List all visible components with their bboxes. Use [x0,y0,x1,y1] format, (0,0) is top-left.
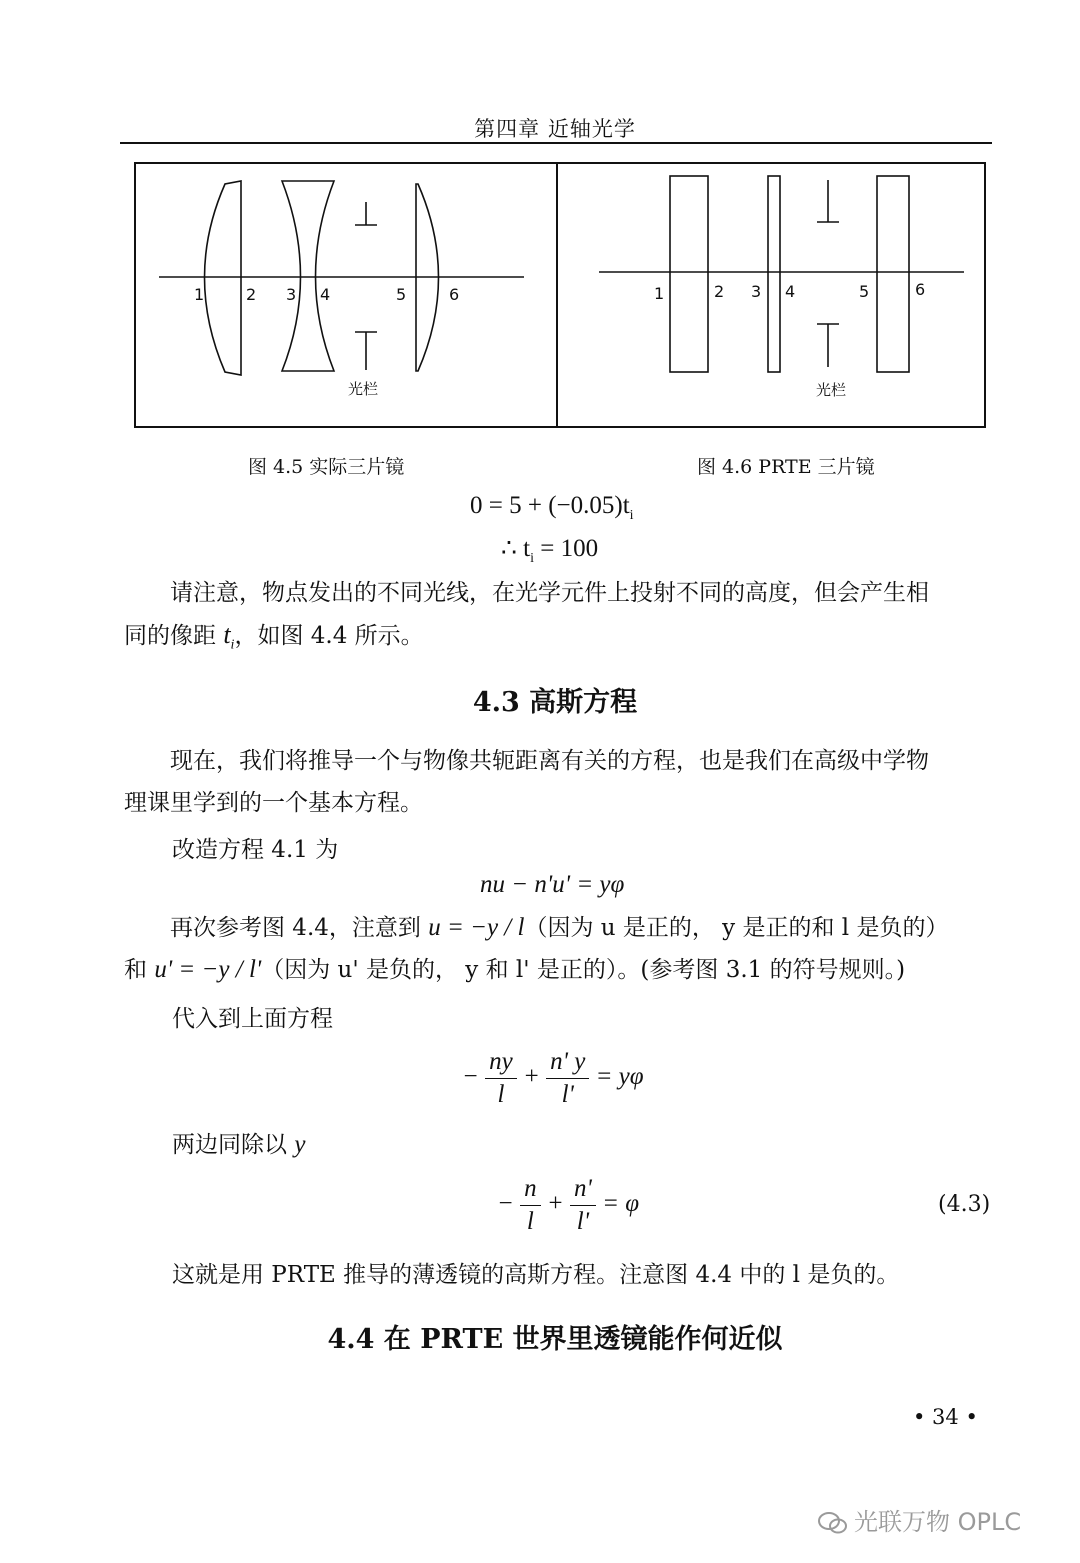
equation-1: $0 = 5 + (-0.05)t_i$ [470,492,634,523]
paragraph-5: 代入到上面方程 [172,1006,333,1032]
right-label-5: 5 [859,282,870,301]
equation-number: (4.3) [938,1192,991,1217]
section-heading-4-4: 4.4 在 PRTE 世界里透镜能作何近似 [327,1324,783,1355]
left-label-4: 4 [320,285,331,304]
left-label-5: 5 [396,285,407,304]
left-label-2: 2 [246,285,257,304]
equation-4: − $\frac{ny}{l}$ + $\frac{n' y}{l'}$ = yφ [462,1048,644,1108]
page-number: • 34 • [913,1405,978,1429]
left-label-6: 6 [449,285,460,304]
figure-caption-4-5: 图 4.5 实际三片镜 [248,456,405,478]
equation-2: ∴ $t_i = 100$ [501,535,599,566]
paragraph-1: 请注意，物点发出的不同光线，在光学元件上投射不同的高度，但会产生相 同的像距 $t_i$，如图 4.4 所示。 [124,580,929,653]
equation-5: − $\frac{n}{l}$ + $\frac{n'}{l'}$ = φ [497,1175,640,1235]
prte-element-2 [768,176,780,372]
paragraph-7: 这就是用 PRTE 推导的薄透镜的高斯方程。注意图 4.4 中的 l 是负的。 [172,1262,900,1288]
left-label-3: 3 [286,285,297,304]
right-stop-label: 光栏 [816,381,847,399]
right-label-4: 4 [785,282,796,301]
left-label-1: 1 [194,285,205,304]
real-triplet-diagram [159,181,524,375]
section-heading-4-3: 4.3 高斯方程 [472,687,638,718]
right-label-6: 6 [915,280,926,299]
equation-3: nu − n'u' = yφ [480,871,625,898]
right-label-2: 2 [714,282,725,301]
right-label-1: 1 [654,284,665,303]
running-header: 第四章 近轴光学 [474,117,636,141]
prte-triplet-diagram [599,176,964,372]
paragraph-3: 改造方程 4.1 为 [172,837,339,863]
wechat-icon [818,1512,848,1534]
header-rule [120,142,992,144]
figure-caption-4-6: 图 4.6 PRTE 三片镜 [697,456,875,478]
paragraph-6: 两边同除以 y [172,1131,306,1158]
lens-2 [282,181,334,371]
watermark: 光联万物 OPLC [818,1502,1021,1537]
paragraph-2: 现在，我们将推导一个与物像共轭距离有关的方程，也是我们在高级中学物 理课里学到的一个基本方程。 [124,748,929,816]
lens-figures [134,162,986,428]
lens-1 [205,181,242,375]
right-label-3: 3 [751,282,762,301]
paragraph-4: 再次参考图 4.4，注意到 u = −y / l（因为 u 是正的， y 是正的和 l 是负的） 和 u' = −y / l'（因为 u' 是负的， y 和 l' 是正的）。(参考图 3.1 的符号规则。) [124,914,949,983]
prte-element-3 [877,176,909,372]
left-stop-label: 光栏 [348,380,379,398]
prte-element-1 [670,176,708,372]
